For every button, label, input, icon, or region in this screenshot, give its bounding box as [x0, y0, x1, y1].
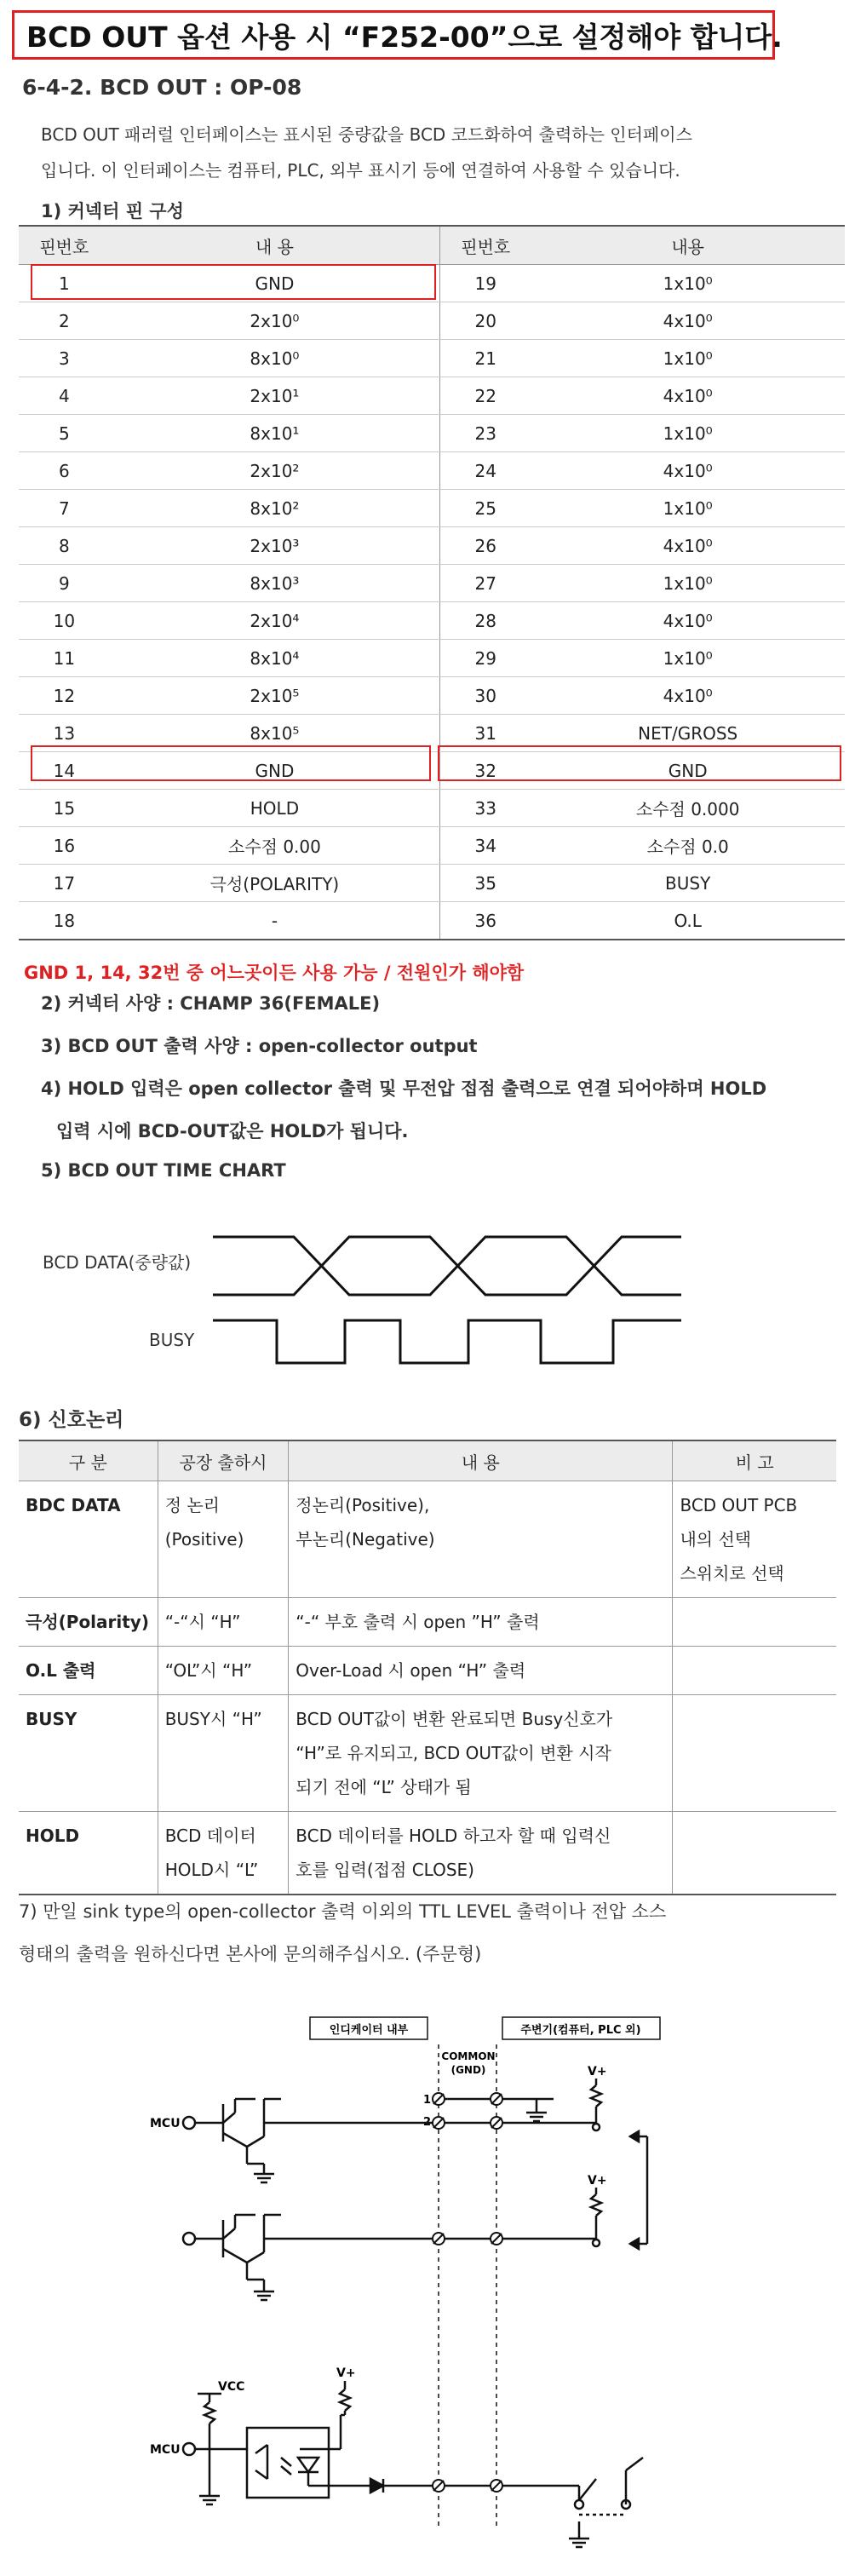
pin-number-left: 12	[19, 677, 110, 715]
logic-factory-line: “-“시 “H”	[164, 1612, 241, 1632]
pin-number-left: 6	[19, 452, 110, 490]
logic-note-cell	[673, 1647, 836, 1695]
timing-data-label: BCD DATA(중량값)	[43, 1252, 192, 1273]
pin-number-left: 1	[19, 265, 110, 302]
table-row	[19, 377, 845, 415]
pin-number-left: 10	[19, 602, 110, 640]
pin-number-right: 30	[440, 677, 531, 715]
pin-content-left: HOLD	[110, 790, 440, 827]
logic-factory-line: HOLD시 “L”	[164, 1860, 259, 1880]
boundary-lines	[439, 2044, 496, 2530]
logic-content-cell	[289, 1647, 673, 1695]
table-row	[19, 902, 845, 940]
logic-factory-cell	[158, 1647, 289, 1695]
pin-number-right: 22	[440, 377, 531, 415]
pin-table	[19, 225, 845, 940]
pin-number-right: 35	[440, 865, 531, 902]
pin-number-left: 8	[19, 527, 110, 565]
data-line-upper	[213, 1237, 681, 1295]
intro-line-2: 입니다. 이 인터페이스는 컴퓨터, PLC, 외부 표시기 등에 연결하여 사용할 수 있습니다.	[41, 160, 680, 181]
circuit-diagram	[0, 1993, 855, 2573]
logic-content-line: Over-Load 시 open “H” 출력	[296, 1660, 526, 1681]
pin-content-left: 8x10³	[110, 565, 440, 602]
pin-content-right: 4x10⁰	[531, 677, 845, 715]
mcu-label-3: MCU	[150, 2443, 181, 2457]
logic-category: HOLD	[19, 1812, 158, 1895]
table-row	[19, 1812, 836, 1895]
item-output-spec: 3) BCD OUT 출력 사양 : open-collector output	[41, 1036, 478, 1056]
pin-content-right: 4x10⁰	[531, 452, 845, 490]
pin-number-right: 36	[440, 902, 531, 940]
logic-header-content: 내 용	[289, 1440, 673, 1481]
common-label: COMMON	[441, 2050, 496, 2062]
vplus-label-3: V+	[336, 2366, 356, 2380]
pin-content-left: 2x10¹	[110, 377, 440, 415]
banner-notice: BCD OUT 옵션 사용 시 “F252-00”으로 설정해야 합니다.	[12, 10, 775, 60]
logic-content-line: “-“ 부호 출력 시 open ”H” 출력	[296, 1612, 540, 1632]
table-row	[19, 1481, 836, 1598]
table-row	[19, 1695, 836, 1812]
header-pin-right: 핀번호	[440, 226, 531, 265]
table-row	[19, 1647, 836, 1695]
pin-content-left: 8x10⁵	[110, 715, 440, 752]
pin-number-right: 34	[440, 827, 531, 865]
vplus-label-2: V+	[588, 2174, 607, 2188]
logic-content-cell	[289, 1812, 673, 1895]
pin-content-right: 1x10⁰	[531, 640, 845, 677]
logic-content-line: 호를 입력(접점 CLOSE)	[296, 1860, 474, 1880]
table-row	[19, 527, 845, 565]
logic-table	[19, 1440, 836, 1895]
logic-category: 극성(Polarity)	[19, 1598, 158, 1647]
pin-content-left: -	[110, 902, 440, 940]
logic-factory-line: 정 논리	[164, 1495, 221, 1515]
logic-title: 6) 신호논리	[19, 1409, 124, 1431]
table-row	[19, 827, 845, 865]
logic-factory-line: BUSY시 “H”	[164, 1709, 262, 1729]
pin-number-left: 4	[19, 377, 110, 415]
pin-content-left: 8x10²	[110, 490, 440, 527]
pin-content-right: 1x10⁰	[531, 265, 845, 302]
pin-number-left: 3	[19, 340, 110, 377]
pin-number-right: 29	[440, 640, 531, 677]
indicator-label: 인디케이터 내부	[329, 2024, 409, 2037]
item-hold-input: 4) HOLD 입력은 open collector 출력 및 무전압 접점 출력으로 연결 되어야하며 HOLD	[41, 1078, 767, 1099]
table-row	[19, 265, 845, 302]
table-row	[19, 790, 845, 827]
logic-category: BUSY	[19, 1695, 158, 1812]
pin-content-right: 4x10⁰	[531, 302, 845, 340]
pin-number-right: 20	[440, 302, 531, 340]
pin-content-right: O.L	[531, 902, 845, 940]
pin-number-left: 18	[19, 902, 110, 940]
logic-note-line: 스위치로 선택	[680, 1563, 784, 1584]
logic-factory-cell	[158, 1481, 289, 1598]
logic-note-cell	[673, 1598, 836, 1647]
logic-content-line: 정논리(Positive),	[296, 1495, 430, 1515]
pin-number-left: 7	[19, 490, 110, 527]
logic-content-line: 되기 전에 “L” 상태가 됨	[296, 1777, 472, 1797]
table-row	[19, 302, 845, 340]
item7-line-1: 7) 만일 sink type의 open-collector 출력 이외의 TTL LEVEL 출력이나 전압 소스	[19, 1901, 667, 1922]
logic-category: BDC DATA	[19, 1481, 158, 1598]
pin-number-left: 11	[19, 640, 110, 677]
pin-number-right: 28	[440, 602, 531, 640]
logic-content-line: “H”로 유지되고, BCD OUT값이 변환 시작	[296, 1743, 611, 1763]
timing-chart	[17, 1218, 698, 1371]
mcu-input-3	[183, 2443, 195, 2455]
vcc-label: VCC	[218, 2380, 245, 2394]
pin-content-left: GND	[110, 265, 440, 302]
table-row	[19, 677, 845, 715]
pin-content-left: 8x10¹	[110, 415, 440, 452]
table-row	[19, 452, 845, 490]
data-line-lower	[213, 1237, 681, 1295]
pin-number-right: 32	[440, 752, 531, 790]
pin-number-right: 23	[440, 415, 531, 452]
pin-number-right: 24	[440, 452, 531, 490]
pin-number-right: 25	[440, 490, 531, 527]
pin1-label: 1	[423, 2094, 432, 2107]
pin-content-left: 2x10³	[110, 527, 440, 565]
gnd-label: (GND)	[450, 2064, 486, 2076]
logic-note-cell	[673, 1481, 836, 1598]
pin-content-left: 2x10²	[110, 452, 440, 490]
logic-content-cell	[289, 1481, 673, 1598]
pin-content-left: 8x10⁴	[110, 640, 440, 677]
pin-number-right: 21	[440, 340, 531, 377]
logic-factory-line: BCD 데이터	[164, 1826, 256, 1846]
table-row	[19, 340, 845, 377]
logic-factory-cell	[158, 1812, 289, 1895]
pin-section-title: 1) 커넥터 핀 구성	[41, 201, 184, 221]
logic-content-cell	[289, 1695, 673, 1812]
table-row	[19, 1598, 836, 1647]
pin-content-right: 4x10⁰	[531, 527, 845, 565]
header-content-left: 내 용	[110, 226, 440, 265]
pin-content-right: 1x10⁰	[531, 340, 845, 377]
pin-content-right: 1x10⁰	[531, 565, 845, 602]
logic-factory-line: (Positive)	[164, 1529, 244, 1550]
pin-content-left: 2x10⁴	[110, 602, 440, 640]
pin-number-left: 17	[19, 865, 110, 902]
logic-factory-cell	[158, 1598, 289, 1647]
logic-header-category: 구 분	[19, 1440, 158, 1481]
mcu-input-1	[183, 2117, 195, 2129]
pin-content-right: NET/GROSS	[531, 715, 845, 752]
pin-number-left: 13	[19, 715, 110, 752]
vplus-label-1: V+	[588, 2065, 607, 2079]
pin-number-right: 19	[440, 265, 531, 302]
logic-table-header	[19, 1440, 836, 1481]
busy-line	[213, 1320, 681, 1363]
pin-content-right: 1x10⁰	[531, 415, 845, 452]
logic-content-line: BCD OUT값이 변환 완료되면 Busy신호가	[296, 1709, 613, 1729]
pin-content-left: 8x10⁰	[110, 340, 440, 377]
logic-note-line: BCD OUT PCB	[680, 1495, 798, 1515]
table-row	[19, 715, 845, 752]
timing-busy-label: BUSY	[149, 1330, 195, 1350]
section-title: 6-4-2. BCD OUT : OP-08	[22, 75, 302, 100]
logic-content-cell	[289, 1598, 673, 1647]
logic-note-line: 내의 선택	[680, 1529, 752, 1550]
header-pin-left: 핀번호	[19, 226, 110, 265]
gnd-note: GND 1, 14, 32번 중 어느곳이든 사용 가능 / 전원인가 해야함	[24, 963, 525, 983]
pin-number-right: 33	[440, 790, 531, 827]
logic-content-line: BCD 데이터를 HOLD 하고자 할 때 입력신	[296, 1826, 611, 1846]
pin-content-left: GND	[110, 752, 440, 790]
logic-header-note: 비 고	[673, 1440, 836, 1481]
table-row	[19, 415, 845, 452]
table-row	[19, 752, 845, 790]
logic-header-factory: 공장 출하시	[158, 1440, 289, 1481]
table-row	[19, 865, 845, 902]
logic-factory-line: “OL”시 “H”	[164, 1660, 253, 1681]
logic-note-cell	[673, 1695, 836, 1812]
item-connector-spec: 2) 커넥터 사양 : CHAMP 36(FEMALE)	[41, 993, 381, 1014]
pin-table-header	[19, 226, 845, 265]
intro-line-1: BCD OUT 패러럴 인터페이스는 표시된 중량값을 BCD 코드화하여 출력하는 인터페이스	[41, 124, 692, 145]
pin-number-left: 5	[19, 415, 110, 452]
item7-line-2: 형태의 출력을 원하신다면 본사에 문의해주십시오. (주문형)	[19, 1944, 482, 1964]
peripheral-label: 주변기(컴퓨터, PLC 외)	[520, 2024, 641, 2037]
pin-content-left: 극성(POLARITY)	[110, 865, 440, 902]
table-row	[19, 640, 845, 677]
logic-factory-cell	[158, 1695, 289, 1812]
mcu-input-2	[183, 2233, 195, 2245]
pin-number-left: 15	[19, 790, 110, 827]
pin-number-left: 9	[19, 565, 110, 602]
table-row	[19, 490, 845, 527]
pin-number-left: 2	[19, 302, 110, 340]
header-content-right: 내용	[531, 226, 845, 265]
pin-content-right: 1x10⁰	[531, 490, 845, 527]
pin-number-right: 31	[440, 715, 531, 752]
table-row	[19, 602, 845, 640]
pin-number-right: 27	[440, 565, 531, 602]
pin-number-left: 16	[19, 827, 110, 865]
logic-content-line: 부논리(Negative)	[296, 1529, 435, 1550]
pin-content-right: 소수점 0.0	[531, 827, 845, 865]
item-time-chart: 5) BCD OUT TIME CHART	[41, 1160, 286, 1181]
pin-content-right: 소수점 0.000	[531, 790, 845, 827]
item-hold-input-cont: 입력 시에 BCD-OUT값은 HOLD가 됩니다.	[56, 1121, 409, 1141]
pin-number-left: 14	[19, 752, 110, 790]
pin-content-right: 4x10⁰	[531, 602, 845, 640]
pin-number-right: 26	[440, 527, 531, 565]
pin-content-left: 2x10⁰	[110, 302, 440, 340]
logic-category: O.L 출력	[19, 1647, 158, 1695]
mcu-label-1: MCU	[150, 2117, 181, 2130]
pin2-label: 2	[423, 2116, 432, 2129]
table-row	[19, 565, 845, 602]
logic-note-cell	[673, 1812, 836, 1895]
pin-content-left: 소수점 0.00	[110, 827, 440, 865]
pin-content-left: 2x10⁵	[110, 677, 440, 715]
pin-content-right: BUSY	[531, 865, 845, 902]
pin-content-right: GND	[531, 752, 845, 790]
pin-content-right: 4x10⁰	[531, 377, 845, 415]
